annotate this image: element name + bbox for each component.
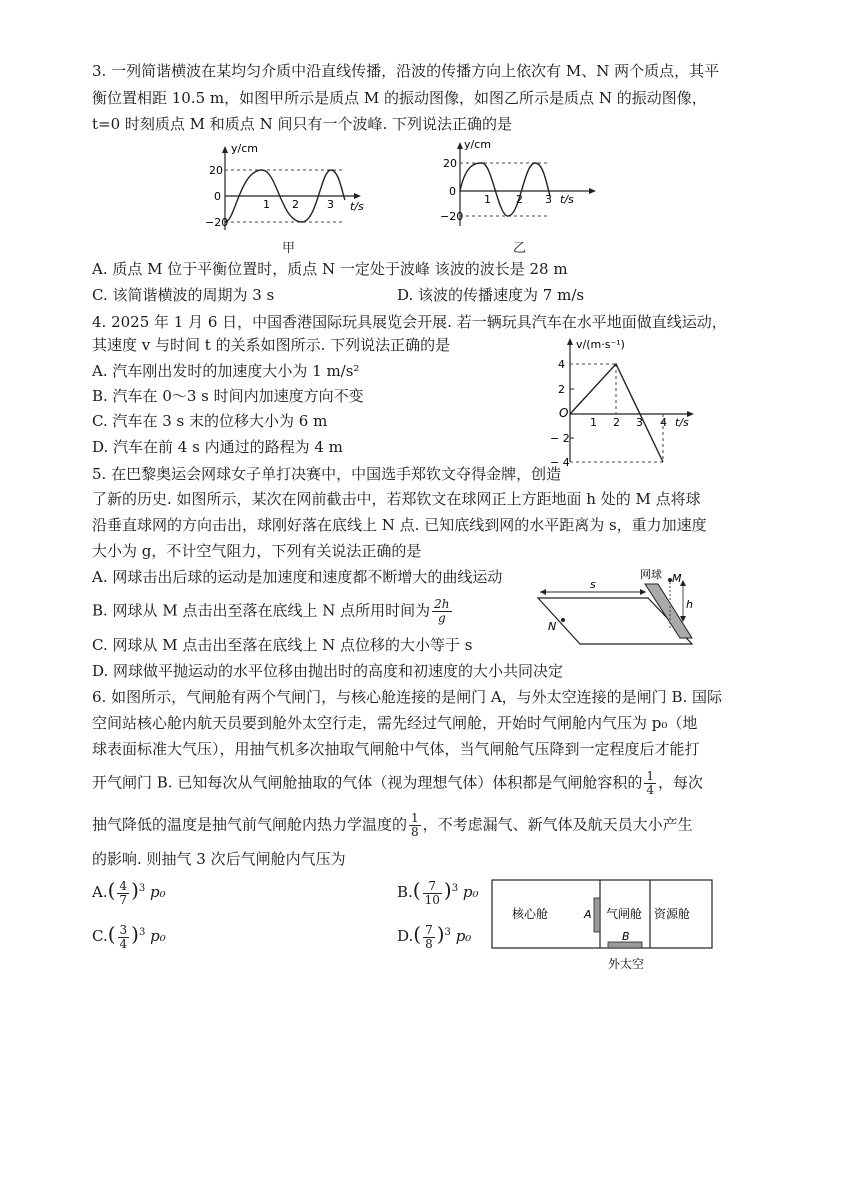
q6-stem-line-2: 空间站核心舱内航天员要到舱外太空行走，需先经过气闸舱，开始时气闸舱内气压为 p₀（地: [92, 714, 698, 732]
q5-fig-distance-s: s: [590, 578, 596, 591]
q6-option-a-fraction: [117, 880, 129, 907]
q6-airlock-figure: [490, 878, 715, 973]
q6-option-b-exponent: 3: [451, 883, 459, 894]
q3-graph-a-xlabel: t/s: [350, 200, 364, 213]
q6-stem-line-6: 的影响. 则抽气 3 次后气闸舱内气压为: [92, 850, 346, 868]
q5-option-d: D. 网球做平抛运动的水平位移由抛出时的高度和初速度的大小共同决定: [92, 662, 564, 680]
q5-fig-height-h: h: [686, 598, 693, 611]
q3-graph-b-t2: 2: [516, 193, 523, 206]
q4-option-d: D. 汽车在前 4 s 内通过的路程为 4 m: [92, 438, 343, 456]
q3-stem-line-1: 3. 一列简谐横波在某均匀介质中沿直线传播，沿波的传播方向上依次有 M、N 两个质点，其平: [92, 62, 720, 80]
q4-graph-ylabel: v/(m·s⁻¹): [576, 338, 625, 351]
q6-option-c-num: 3: [119, 922, 128, 937]
q5-option-b: [92, 598, 454, 625]
q5-fig-net-label: 网球: [640, 568, 662, 581]
q5-option-c: C. 网球从 M 点击出至落在底线上 N 点位移的大小等于 s: [92, 636, 473, 654]
q6-stem-line-4: [92, 770, 703, 797]
q6-fraction-quarter-num: 1: [646, 769, 654, 783]
q6-option-c-label: C.: [92, 927, 108, 945]
q4-graph-x2: 2: [613, 416, 620, 429]
q6-option-b-num: 7: [423, 880, 442, 894]
q6-fraction-quarter-den: 4: [646, 783, 654, 797]
q6-fraction-eighth: [409, 812, 421, 839]
q6-option-b-pressure: p₀: [462, 883, 479, 901]
q3-graph-a-caption: 甲: [282, 241, 296, 256]
q6-stem-line-5-tail: ，不考虑漏气、新气体及航天员大小产生: [422, 815, 693, 834]
q6-option-a-exponent: 3: [138, 883, 146, 894]
q5-stem-line-1: 5. 在巴黎奥运会网球女子单打决赛中，中国选手郑钦文夺得金牌，创造: [92, 465, 562, 483]
q3-stem-line-2: 衡位置相距 10.5 m，如图甲所示是质点 M 的振动图像，如图乙所示是质点 N 的振动图像，: [92, 89, 707, 107]
q6-fraction-quarter: [644, 770, 656, 797]
q6-option-c-pressure: p₀: [150, 927, 166, 945]
q5-stem-line-4: 大小为 g，不计空气阻力，下列有关说法正确的是: [92, 542, 422, 560]
q3-graph-a-ytop: 20: [209, 164, 223, 177]
q4-graph-yn4: − 4: [550, 456, 570, 469]
q5-tennis-figure: [530, 566, 715, 651]
q6-stem-line-5: [92, 812, 693, 839]
q3-graph-b-caption: 乙: [513, 241, 527, 256]
q4-vt-graph: [550, 334, 700, 469]
q6-option-a-den: 7: [119, 892, 128, 907]
q3-option-c: C. 该简谐横波的周期为 3 s: [92, 286, 275, 304]
q6-fig-outer-space: 外太空: [608, 957, 645, 971]
q6-option-c-fraction: [118, 924, 130, 951]
q6-option-d-fraction: [423, 924, 435, 951]
q6-option-a-pressure: p₀: [150, 883, 166, 901]
q6-fig-gate-a-label: A: [584, 908, 592, 921]
q4-graph-x1: 1: [590, 416, 597, 429]
q3-graph-a-t3: 3: [327, 198, 334, 211]
q4-graph-x3: 3: [636, 416, 643, 429]
q5-option-a: A. 网球击出后球的运动是加速度和速度都不断增大的曲线运动: [92, 568, 503, 586]
q4-option-c: C. 汽车在 3 s 末的位移大小为 6 m: [92, 412, 328, 430]
q6-stem-line-1: 6. 如图所示，气闸舱有两个气闸门，与核心舱连接的是闸门 A，与外太空连接的是闸门 B. 国际: [92, 688, 723, 706]
q5-option-b-denominator: g: [437, 611, 446, 625]
q6-stem-line-3: 球表面标准大气压），用抽气机多次抽取气闸舱中气体，当气闸舱气压降到一定程度后才能打: [92, 740, 700, 758]
q6-option-c-exponent: 3: [138, 927, 146, 938]
q6-fig-gate-b-label: B: [622, 930, 630, 943]
q6-stem-line-4-tail: ，每次: [657, 773, 703, 792]
q6-option-d-num: 7: [425, 922, 433, 937]
q6-fraction-eighth-num: 1: [411, 811, 419, 825]
q3-graph-b-ybot: −20: [440, 210, 464, 223]
q5-fig-point-m: M: [672, 572, 682, 585]
q3-graph-b-t3: 3: [545, 193, 552, 206]
q3-graph-b-curve: [460, 163, 550, 216]
q4-graph-y4: 4: [558, 358, 565, 371]
q6-option-b-fraction: [423, 880, 442, 907]
q6-fraction-eighth-den: 8: [411, 825, 419, 839]
q6-option-d-pressure: p₀: [455, 927, 472, 945]
q4-graph-yn2: − 2: [550, 432, 570, 445]
q5-fig-point-n: N: [548, 620, 557, 633]
q4-graph-x4: 4: [660, 416, 667, 429]
q3-graph-b-t1: 1: [484, 193, 491, 206]
q3-graph-a: [205, 140, 375, 240]
q6-option-b-den: 10: [424, 892, 440, 907]
q5-stem-line-3: 沿垂直球网的方向击出，球刚好落在底线上 N 点. 已知底线到网的水平距离为 s，重力加速度: [92, 516, 707, 534]
q6-fig-airlock: 气闸舱: [606, 907, 643, 921]
q4-graph-y2: 2: [558, 383, 565, 396]
q3-graph-a-ylabel: y/cm: [231, 142, 258, 155]
q6-option-d: D.( $\frac{7}{8}$ )$^3$ p₀: [397, 922, 472, 951]
q3-graph-b-yzero: 0: [449, 185, 456, 198]
q3-graph-a-yzero: 0: [214, 190, 221, 203]
q4-stem-line-2: 其速度 v 与时间 t 的关系如图所示. 下列说法正确的是: [92, 336, 451, 354]
q3-graph-b: [440, 136, 610, 236]
q6-option-c-den: 4: [119, 936, 128, 951]
q6-fig-core-module: 核心舱: [512, 907, 549, 921]
q3-graph-a-ybot: −20: [205, 216, 229, 229]
q5-option-b-text: B. 网球从 M 点击出至落在底线上 N 点所用时间为: [92, 601, 431, 620]
q6-fig-resource-module: 资源舱: [654, 907, 691, 921]
q5-net: [645, 584, 692, 638]
q3-option-d: D. 该波的传播速度为 7 m/s: [397, 286, 585, 304]
q6-option-a-num: 4: [119, 878, 128, 893]
q6-option-d-exponent: 3: [444, 927, 451, 938]
q6-option-d-den: 8: [425, 936, 433, 951]
q6-option-c: C.( $\frac{3}{4}$ )$^3$ p₀: [92, 922, 166, 951]
q5-option-b-fraction: [432, 598, 451, 625]
q6-gate-a: [594, 898, 600, 932]
q3-graph-a-t1: 1: [263, 198, 270, 211]
q3-graph-a-t2: 2: [292, 198, 299, 211]
q6-stem-line-4-text: 开气闸门 B. 已知每次从气闸舱抽取的气体（视为理想气体）体积都是气闸舱容积的: [92, 773, 643, 792]
q5-stem-line-2: 了新的历史. 如图所示，某次在网前截击中，若郑钦文在球网正上方距地面 h 处的 M 点将球: [92, 490, 701, 508]
q5-option-b-numerator: 2h: [434, 597, 450, 611]
q3-graph-b-ytop: 20: [443, 157, 457, 170]
q3-option-a: A. 质点 M 位于平衡位置时，质点 N 一定处于波峰 该波的波长是 28 m: [92, 260, 568, 278]
q3-graph-b-xlabel: t/s: [560, 193, 574, 206]
q4-option-a: A. 汽车刚出发时的加速度大小为 1 m/s²: [92, 362, 360, 380]
q6-stem-line-5-text: 抽气降低的温度是抽气前气闸舱内热力学温度的: [92, 815, 408, 834]
q6-option-a-label: A.: [92, 883, 108, 901]
q3-stem-line-3: t=0 时刻质点 M 和质点 N 间只有一个波峰. 下列说法正确的是: [92, 115, 513, 133]
q6-option-b: B.( $\frac{7}{10}$ )$^3$ p₀: [397, 878, 479, 907]
q4-graph-xlabel: t/s: [675, 416, 689, 429]
q4-stem-line-1: 4. 2025 年 1 月 6 日，中国香港国际玩具展览会开展. 若一辆玩具汽车在水平地面做直线运动，: [92, 313, 727, 331]
q3-graph-b-ylabel: y/cm: [464, 138, 491, 151]
q4-graph-origin: O: [559, 406, 569, 420]
q6-option-d-label: D.: [397, 927, 414, 945]
q6-option-a: A.( $\frac{4}{7}$ )$^3$ p₀: [92, 878, 166, 907]
q6-option-b-label: B.: [397, 883, 413, 901]
q4-option-b: B. 汽车在 0～3 s 时间内加速度方向不变: [92, 387, 364, 405]
